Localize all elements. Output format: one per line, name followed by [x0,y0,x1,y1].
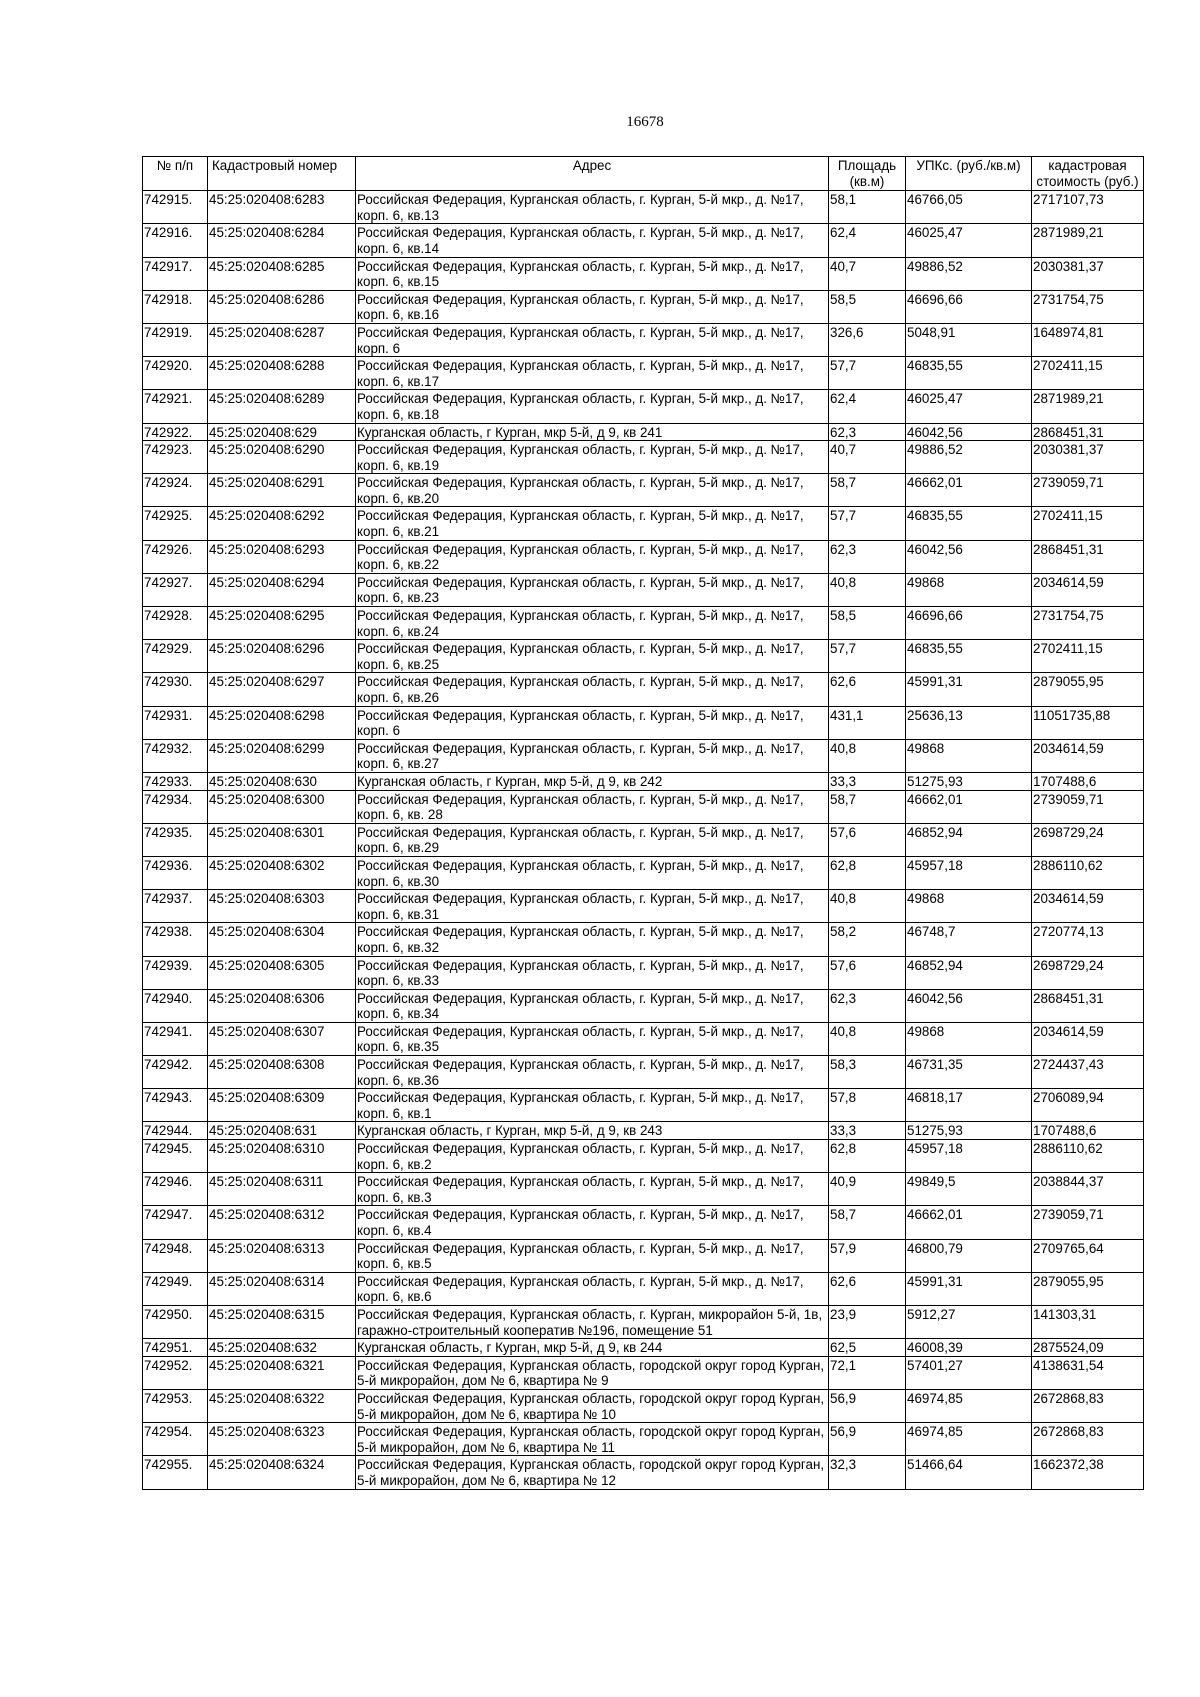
row-number-cell: 742945. [143,1140,208,1173]
cadastral-cost-cell: 2030381,37 [1032,441,1144,474]
address-cell: Российская Федерация, Курганская область, г. Курган, 5-й мкр., д. №17, корп. 6, кв.36 [356,1056,829,1089]
address-cell: Российская Федерация, Курганская область, г. Курган, 5-й мкр., д. №17, корп. 6, кв.1 [356,1089,829,1122]
cadastral-cost-cell: 2868451,31 [1032,423,1144,441]
row-number-cell: 742926. [143,540,208,573]
cadastral-cost-cell: 2672868,83 [1032,1389,1144,1422]
header-cadastral: Кадастровый номер [208,157,356,191]
upks-cell: 51275,93 [906,1122,1032,1140]
cadastral-cost-cell: 2720774,13 [1032,923,1144,956]
row-number-cell: 742950. [143,1305,208,1338]
cadastral-number-cell: 45:25:020408:6312 [208,1206,356,1239]
address-cell: Российская Федерация, Курганская область, г. Курган, 5-й мкр., д. №17, корп. 6, кв.23 [356,573,829,606]
address-cell: Российская Федерация, Курганская область, г. Курган, 5-й мкр., д. №17, корп. 6, кв.19 [356,441,829,474]
row-number-cell: 742928. [143,607,208,640]
upks-cell: 46766,05 [906,191,1032,224]
address-cell: Российская Федерация, Курганская область, г. Курган, 5-й мкр., д. №17, корп. 6, кв.31 [356,890,829,923]
cadastral-number-cell: 45:25:020408:6322 [208,1389,356,1422]
table-row [143,739,1144,772]
upks-cell: 46042,56 [906,989,1032,1022]
row-number-cell: 742947. [143,1206,208,1239]
row-number-cell: 742930. [143,673,208,706]
table-row [143,357,1144,390]
address-cell: Российская Федерация, Курганская область, г. Курган, 5-й мкр., д. №17, корп. 6 [356,323,829,356]
row-number-cell: 742938. [143,923,208,956]
address-cell: Российская Федерация, Курганская область, г. Курган, 5-й мкр., д. №17, корп. 6, кв.4 [356,1206,829,1239]
area-cell: 62,6 [829,1272,906,1305]
area-cell: 57,7 [829,357,906,390]
row-number-cell: 742946. [143,1173,208,1206]
area-cell: 40,8 [829,573,906,606]
table-row [143,1122,1144,1140]
area-cell: 62,3 [829,540,906,573]
area-cell: 58,3 [829,1056,906,1089]
address-cell: Российская Федерация, Курганская область, г. Курган, 5-й мкр., д. №17, корп. 6, кв.27 [356,739,829,772]
row-number-cell: 742943. [143,1089,208,1122]
table-row [143,1456,1144,1489]
address-cell: Российская Федерация, Курганская область, г. Курган, 5-й мкр., д. №17, корп. 6, кв.33 [356,956,829,989]
cadastral-number-cell: 45:25:020408:6297 [208,673,356,706]
address-cell: Российская Федерация, Курганская область, г. Курган, 5-й мкр., д. №17, корп. 6, кв. 28 [356,790,829,823]
cadastral-number-cell: 45:25:020408:6283 [208,191,356,224]
table-row [143,823,1144,856]
table-row [143,1140,1144,1173]
upks-cell: 49886,52 [906,257,1032,290]
cadastral-number-cell: 45:25:020408:6285 [208,257,356,290]
area-cell: 62,3 [829,423,906,441]
row-number-cell: 742929. [143,640,208,673]
cadastral-number-cell: 45:25:020408:6321 [208,1356,356,1389]
cadastral-number-cell: 45:25:020408:6300 [208,790,356,823]
cadastral-number-cell: 45:25:020408:6313 [208,1239,356,1272]
cadastral-number-cell: 45:25:020408:6294 [208,573,356,606]
cadastral-cost-cell: 2739059,71 [1032,1206,1144,1239]
cadastral-cost-cell: 1707488,6 [1032,1122,1144,1140]
area-cell: 431,1 [829,706,906,739]
cadastral-cost-cell: 2868451,31 [1032,989,1144,1022]
area-cell: 56,9 [829,1389,906,1422]
cadastral-number-cell: 45:25:020408:6289 [208,390,356,423]
table-row [143,989,1144,1022]
header-upks: УПКс. (руб./кв.м) [906,157,1032,191]
table-row [143,1339,1144,1357]
row-number-cell: 742949. [143,1272,208,1305]
table-row [143,856,1144,889]
cadastral-number-cell: 45:25:020408:6324 [208,1456,356,1489]
cadastral-number-cell: 45:25:020408:6287 [208,323,356,356]
upks-cell: 46974,85 [906,1389,1032,1422]
cadastral-cost-cell: 2034614,59 [1032,890,1144,923]
area-cell: 58,7 [829,474,906,507]
table-row [143,1089,1144,1122]
address-cell: Российская Федерация, Курганская область, городской округ город Курган, 5-й микрорайон, дом № 6, квартира № 11 [356,1423,829,1456]
cadastral-cost-cell: 2739059,71 [1032,474,1144,507]
upks-cell: 49849,5 [906,1173,1032,1206]
cadastral-number-cell: 45:25:020408:6286 [208,290,356,323]
table-row [143,1206,1144,1239]
upks-cell: 46042,56 [906,540,1032,573]
cadastral-number-cell: 45:25:020408:632 [208,1339,356,1357]
area-cell: 57,7 [829,507,906,540]
cadastral-cost-cell: 4138631,54 [1032,1356,1144,1389]
cadastral-number-cell: 45:25:020408:6290 [208,441,356,474]
cadastral-cost-cell: 2886110,62 [1032,1140,1144,1173]
row-number-cell: 742915. [143,191,208,224]
area-cell: 58,5 [829,607,906,640]
cadastral-cost-cell: 2724437,43 [1032,1056,1144,1089]
table-row [143,224,1144,257]
table-row [143,441,1144,474]
upks-cell: 45991,31 [906,1272,1032,1305]
upks-cell: 45991,31 [906,673,1032,706]
cadastral-number-cell: 45:25:020408:6315 [208,1305,356,1338]
upks-cell: 46835,55 [906,640,1032,673]
upks-cell: 46800,79 [906,1239,1032,1272]
area-cell: 32,3 [829,1456,906,1489]
area-cell: 62,5 [829,1339,906,1357]
table-row [143,956,1144,989]
area-cell: 58,7 [829,1206,906,1239]
address-cell: Российская Федерация, Курганская область, г. Курган, 5-й мкр., д. №17, корп. 6, кв.2 [356,1140,829,1173]
address-cell: Российская Федерация, Курганская область, г. Курган, 5-й мкр., д. №17, корп. 6, кв.6 [356,1272,829,1305]
area-cell: 57,6 [829,823,906,856]
area-cell: 40,8 [829,739,906,772]
area-cell: 33,3 [829,1122,906,1140]
table-row [143,540,1144,573]
upks-cell: 51275,93 [906,772,1032,790]
area-cell: 58,1 [829,191,906,224]
page-number: 16678 [626,114,664,130]
cadastral-cost-cell: 1648974,81 [1032,323,1144,356]
address-cell: Российская Федерация, Курганская область, г. Курган, 5-й мкр., д. №17, корп. 6, кв.15 [356,257,829,290]
row-number-cell: 742939. [143,956,208,989]
table-row [143,474,1144,507]
address-cell: Российская Федерация, Курганская область, г. Курган, 5-й мкр., д. №17, корп. 6, кв.30 [356,856,829,889]
cadastral-cost-cell: 2875524,09 [1032,1339,1144,1357]
upks-cell: 25636,13 [906,706,1032,739]
table-row [143,573,1144,606]
upks-cell: 49886,52 [906,441,1032,474]
header-address: Адрес [356,157,829,191]
cadastral-number-cell: 45:25:020408:6323 [208,1423,356,1456]
upks-cell: 46835,55 [906,507,1032,540]
cadastral-cost-cell: 2038844,37 [1032,1173,1144,1206]
table-body [143,191,1144,1489]
upks-cell: 46025,47 [906,224,1032,257]
cadastral-number-cell: 45:25:020408:6305 [208,956,356,989]
cadastral-cost-cell: 2030381,37 [1032,257,1144,290]
cadastral-cost-cell: 2698729,24 [1032,823,1144,856]
cadastral-number-cell: 45:25:020408:6295 [208,607,356,640]
row-number-cell: 742920. [143,357,208,390]
address-cell: Курганская область, г Курган, мкр 5-й, д 9, кв 241 [356,423,829,441]
header-cost: кадастровая стоимость (руб.) [1032,157,1144,191]
upks-cell: 5912,27 [906,1305,1032,1338]
area-cell: 57,7 [829,640,906,673]
upks-cell: 46852,94 [906,823,1032,856]
cadastral-number-cell: 45:25:020408:630 [208,772,356,790]
table-row [143,673,1144,706]
table-row [143,290,1144,323]
cadastral-number-cell: 45:25:020408:6296 [208,640,356,673]
address-cell: Российская Федерация, Курганская область, г. Курган, 5-й мкр., д. №17, корп. 6, кв.18 [356,390,829,423]
upks-cell: 46662,01 [906,474,1032,507]
upks-cell: 57401,27 [906,1356,1032,1389]
cadastral-cost-cell: 2034614,59 [1032,1022,1144,1055]
table-row [143,1022,1144,1055]
table-row [143,191,1144,224]
cadastral-cost-cell: 1707488,6 [1032,772,1144,790]
cadastral-number-cell: 45:25:020408:6310 [208,1140,356,1173]
address-cell: Российская Федерация, Курганская область, г. Курган, 5-й мкр., д. №17, корп. 6, кв.14 [356,224,829,257]
area-cell: 62,4 [829,224,906,257]
area-cell: 72,1 [829,1356,906,1389]
address-cell: Российская Федерация, Курганская область, городской округ город Курган, 5-й микрорайон, дом № 6, квартира № 12 [356,1456,829,1489]
address-cell: Российская Федерация, Курганская область, г. Курган, 5-й мкр., д. №17, корп. 6, кв.21 [356,507,829,540]
area-cell: 62,8 [829,856,906,889]
area-cell: 40,8 [829,890,906,923]
address-cell: Российская Федерация, Курганская область, г. Курган, 5-й мкр., д. №17, корп. 6, кв.20 [356,474,829,507]
table-row [143,390,1144,423]
cadastral-table [142,156,1144,1490]
cadastral-cost-cell: 2731754,75 [1032,607,1144,640]
address-cell: Российская Федерация, Курганская область, г. Курган, микрорайон 5-й, 1в, гаражно-строительный кооператив №196, помещение 51 [356,1305,829,1338]
area-cell: 326,6 [829,323,906,356]
upks-cell: 46835,55 [906,357,1032,390]
row-number-cell: 742917. [143,257,208,290]
row-number-cell: 742932. [143,739,208,772]
address-cell: Российская Федерация, Курганская область, г. Курган, 5-й мкр., д. №17, корп. 6, кв.35 [356,1022,829,1055]
upks-cell: 46974,85 [906,1423,1032,1456]
upks-cell: 51466,64 [906,1456,1032,1489]
area-cell: 62,4 [829,390,906,423]
table-header-row [143,157,1144,191]
cadastral-cost-cell: 2706089,94 [1032,1089,1144,1122]
upks-cell: 45957,18 [906,856,1032,889]
cadastral-cost-cell: 2702411,15 [1032,640,1144,673]
upks-cell: 5048,91 [906,323,1032,356]
cadastral-number-cell: 45:25:020408:6293 [208,540,356,573]
row-number-cell: 742919. [143,323,208,356]
area-cell: 57,8 [829,1089,906,1122]
cadastral-cost-cell: 2879055,95 [1032,673,1144,706]
upks-cell: 49868 [906,739,1032,772]
cadastral-number-cell: 45:25:020408:6292 [208,507,356,540]
address-cell: Российская Федерация, Курганская область, г. Курган, 5-й мкр., д. №17, корп. 6, кв.3 [356,1173,829,1206]
row-number-cell: 742931. [143,706,208,739]
cadastral-number-cell: 45:25:020408:6304 [208,923,356,956]
row-number-cell: 742921. [143,390,208,423]
table-row [143,772,1144,790]
area-cell: 40,7 [829,441,906,474]
cadastral-cost-cell: 141303,31 [1032,1305,1144,1338]
row-number-cell: 742934. [143,790,208,823]
row-number-cell: 742927. [143,573,208,606]
table-row [143,1272,1144,1305]
row-number-cell: 742941. [143,1022,208,1055]
header-area: Площадь (кв.м) [829,157,906,191]
cadastral-number-cell: 45:25:020408:6284 [208,224,356,257]
upks-cell: 46852,94 [906,956,1032,989]
address-cell: Российская Федерация, Курганская область, г. Курган, 5-й мкр., д. №17, корп. 6, кв.26 [356,673,829,706]
area-cell: 62,8 [829,1140,906,1173]
upks-cell: 46696,66 [906,607,1032,640]
area-cell: 23,9 [829,1305,906,1338]
cadastral-cost-cell: 2871989,21 [1032,390,1144,423]
row-number-cell: 742923. [143,441,208,474]
row-number-cell: 742951. [143,1339,208,1357]
cadastral-cost-cell: 2702411,15 [1032,507,1144,540]
area-cell: 56,9 [829,1423,906,1456]
area-cell: 58,2 [829,923,906,956]
cadastral-cost-cell: 2739059,71 [1032,790,1144,823]
row-number-cell: 742940. [143,989,208,1022]
area-cell: 62,3 [829,989,906,1022]
cadastral-number-cell: 45:25:020408:6301 [208,823,356,856]
area-cell: 57,9 [829,1239,906,1272]
cadastral-cost-cell: 2886110,62 [1032,856,1144,889]
area-cell: 40,9 [829,1173,906,1206]
cadastral-number-cell: 45:25:020408:6307 [208,1022,356,1055]
cadastral-cost-cell: 2709765,64 [1032,1239,1144,1272]
upks-cell: 49868 [906,573,1032,606]
address-cell: Российская Федерация, Курганская область, г. Курган, 5-й мкр., д. №17, корп. 6, кв.16 [356,290,829,323]
cadastral-cost-cell: 2672868,83 [1032,1423,1144,1456]
cadastral-number-cell: 45:25:020408:631 [208,1122,356,1140]
table-row [143,1356,1144,1389]
cadastral-cost-cell: 11051735,88 [1032,706,1144,739]
address-cell: Российская Федерация, Курганская область, г. Курган, 5-й мкр., д. №17, корп. 6, кв.22 [356,540,829,573]
table-row [143,257,1144,290]
header-num: № п/п [143,157,208,191]
upks-cell: 46042,56 [906,423,1032,441]
cadastral-cost-cell: 2034614,59 [1032,739,1144,772]
cadastral-cost-cell: 2871989,21 [1032,224,1144,257]
upks-cell: 46731,35 [906,1056,1032,1089]
cadastral-number-cell: 45:25:020408:6298 [208,706,356,739]
table-row [143,507,1144,540]
address-cell: Российская Федерация, Курганская область, г. Курган, 5-й мкр., д. №17, корп. 6, кв.34 [356,989,829,1022]
table-row [143,1056,1144,1089]
row-number-cell: 742936. [143,856,208,889]
row-number-cell: 742954. [143,1423,208,1456]
table-row [143,1173,1144,1206]
table-row [143,1305,1144,1338]
table-row [143,706,1144,739]
area-cell: 40,7 [829,257,906,290]
cadastral-cost-cell: 2717107,73 [1032,191,1144,224]
area-cell: 58,7 [829,790,906,823]
area-cell: 58,5 [829,290,906,323]
cadastral-number-cell: 45:25:020408:6306 [208,989,356,1022]
cadastral-number-cell: 45:25:020408:6299 [208,739,356,772]
row-number-cell: 742925. [143,507,208,540]
upks-cell: 46818,17 [906,1089,1032,1122]
address-cell: Российская Федерация, Курганская область, г. Курган, 5-й мкр., д. №17, корп. 6, кв.29 [356,823,829,856]
address-cell: Российская Федерация, Курганская область, городской округ город Курган, 5-й микрорайон, дом № 6, квартира № 9 [356,1356,829,1389]
row-number-cell: 742916. [143,224,208,257]
cadastral-cost-cell: 2702411,15 [1032,357,1144,390]
upks-cell: 46662,01 [906,790,1032,823]
area-cell: 62,6 [829,673,906,706]
table-row [143,423,1144,441]
row-number-cell: 742955. [143,1456,208,1489]
cadastral-cost-cell: 2731754,75 [1032,290,1144,323]
cadastral-number-cell: 45:25:020408:6308 [208,1056,356,1089]
table-row [143,1389,1144,1422]
upks-cell: 46025,47 [906,390,1032,423]
table-row [143,1423,1144,1456]
table-row [143,890,1144,923]
upks-cell: 49868 [906,1022,1032,1055]
upks-cell: 46008,39 [906,1339,1032,1357]
row-number-cell: 742937. [143,890,208,923]
upks-cell: 46696,66 [906,290,1032,323]
cadastral-number-cell: 45:25:020408:6288 [208,357,356,390]
cadastral-number-cell: 45:25:020408:6311 [208,1173,356,1206]
address-cell: Курганская область, г Курган, мкр 5-й, д 9, кв 243 [356,1122,829,1140]
address-cell: Российская Федерация, Курганская область, г. Курган, 5-й мкр., д. №17, корп. 6, кв.32 [356,923,829,956]
upks-cell: 46662,01 [906,1206,1032,1239]
table-row [143,1239,1144,1272]
row-number-cell: 742933. [143,772,208,790]
cadastral-number-cell: 45:25:020408:6309 [208,1089,356,1122]
cadastral-cost-cell: 2868451,31 [1032,540,1144,573]
cadastral-cost-cell: 2879055,95 [1032,1272,1144,1305]
upks-cell: 45957,18 [906,1140,1032,1173]
cadastral-number-cell: 45:25:020408:6302 [208,856,356,889]
address-cell: Российская Федерация, Курганская область, г. Курган, 5-й мкр., д. №17, корп. 6 [356,706,829,739]
address-cell: Российская Федерация, Курганская область, городской округ город Курган, 5-й микрорайон, дом № 6, квартира № 10 [356,1389,829,1422]
cadastral-cost-cell: 1662372,38 [1032,1456,1144,1489]
cadastral-number-cell: 45:25:020408:6303 [208,890,356,923]
row-number-cell: 742924. [143,474,208,507]
address-cell: Курганская область, г Курган, мкр 5-й, д 9, кв 242 [356,772,829,790]
address-cell: Российская Федерация, Курганская область, г. Курган, 5-й мкр., д. №17, корп. 6, кв.24 [356,607,829,640]
area-cell: 40,8 [829,1022,906,1055]
row-number-cell: 742918. [143,290,208,323]
address-cell: Российская Федерация, Курганская область, г. Курган, 5-й мкр., д. №17, корп. 6, кв.5 [356,1239,829,1272]
row-number-cell: 742952. [143,1356,208,1389]
table-row [143,923,1144,956]
address-cell: Российская Федерация, Курганская область, г. Курган, 5-й мкр., д. №17, корп. 6, кв.17 [356,357,829,390]
table-row [143,607,1144,640]
cadastral-number-cell: 45:25:020408:629 [208,423,356,441]
row-number-cell: 742953. [143,1389,208,1422]
row-number-cell: 742935. [143,823,208,856]
cadastral-cost-cell: 2034614,59 [1032,573,1144,606]
upks-cell: 46748,7 [906,923,1032,956]
address-cell: Курганская область, г Курган, мкр 5-й, д 9, кв 244 [356,1339,829,1357]
table-row [143,323,1144,356]
area-cell: 33,3 [829,772,906,790]
address-cell: Российская Федерация, Курганская область, г. Курган, 5-й мкр., д. №17, корп. 6, кв.25 [356,640,829,673]
row-number-cell: 742942. [143,1056,208,1089]
table-row [143,640,1144,673]
row-number-cell: 742922. [143,423,208,441]
cadastral-number-cell: 45:25:020408:6291 [208,474,356,507]
upks-cell: 49868 [906,890,1032,923]
area-cell: 57,6 [829,956,906,989]
cadastral-number-cell: 45:25:020408:6314 [208,1272,356,1305]
cadastral-cost-cell: 2698729,24 [1032,956,1144,989]
table-row [143,790,1144,823]
row-number-cell: 742944. [143,1122,208,1140]
address-cell: Российская Федерация, Курганская область, г. Курган, 5-й мкр., д. №17, корп. 6, кв.13 [356,191,829,224]
row-number-cell: 742948. [143,1239,208,1272]
